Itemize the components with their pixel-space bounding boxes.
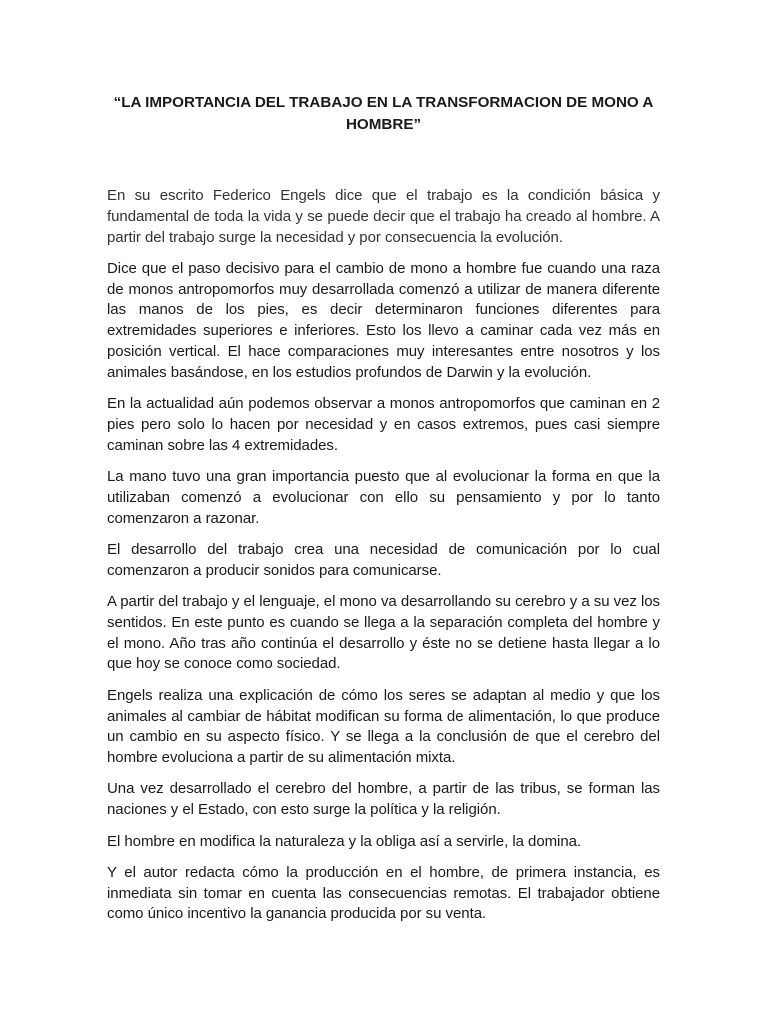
paragraph-6: A partir del trabajo y el lenguaje, el mono va desarrollando su cerebro y a su vez los sentidos. En este punto es cuando se llega a la separación completa del hombre y el mono. Año tras año continúa el desarrollo y éste no se detiene hasta llegar a lo que hoy se conoce como sociedad. xyxy=(107,593,660,673)
title-line-1: “LA IMPORTANCIA DEL TRABAJO EN LA TRANSFORMACION DE MONO A xyxy=(113,94,654,111)
paragraph-8: Una vez desarrollado el cerebro del hombre, a partir de las tribus, se forman las naciones y el Estado, con esto surge la política y la religión. xyxy=(107,780,660,819)
paragraph-7: Engels realiza una explicación de cómo los seres se adaptan al medio y que los animales al cambiar de hábitat modifican su forma de alimentación, lo que produce un cambio en su aspecto físico. Y se llega a la conclusión de que el cerebro del hombre evoluciona a partir de su alimentación mixta. xyxy=(107,686,660,767)
paragraph-4: La mano tuvo una gran importancia puesto que al evolucionar la forma en que la utilizaban comenzó a evolucionar con ello su pensamiento y por lo tanto comenzaron a razonar. xyxy=(107,468,660,527)
document-body xyxy=(107,186,660,925)
paragraph-10: Y el autor redacta cómo la producción en el hombre, de primera instancia, es inmediata sin tomar en cuenta las consecuencias remotas. El trabajador obtiene como único incentivo la ganancia producida por su venta. xyxy=(107,863,660,923)
paragraph-1: En su escrito Federico Engels dice que el trabajo es la condición básica y fundamental de toda la vida y se puede decir que el trabajo ha creado al hombre. A partir del trabajo surge la necesidad y por consecuencia la evolución. xyxy=(107,187,660,246)
paragraph-9: El hombre en modifica la naturaleza y la obliga así a servirle, la domina. xyxy=(107,832,582,850)
paragraph-3: En la actualidad aún podemos observar a monos antropomorfos que caminan en 2 pies pero solo lo hacen por necesidad y en casos extremos, pues casi siempre caminan sobre las 4 extremidades. xyxy=(107,395,660,454)
paragraph-2: Dice que el paso decisivo para el cambio de mono a hombre fue cuando una raza de monos antropomorfos muy desarrollada comenzó a utilizar de manera diferente las manos de los pies, es decir determinaron funciones diferentes para extremidades superiores e inferiores. Esto los llevo a caminar cada vez más en posición vertical. El hace comparaciones muy interesantes entre nosotros y los animales basándose, en los estudios profundos de Darwin y la evolución. xyxy=(107,259,660,381)
document-title xyxy=(107,92,660,136)
title-line-2: HOMBRE” xyxy=(345,116,422,133)
paragraph-5: El desarrollo del trabajo crea una necesidad de comunicación por lo cual comenzaron a producir sonidos para comunicarse. xyxy=(107,540,660,579)
